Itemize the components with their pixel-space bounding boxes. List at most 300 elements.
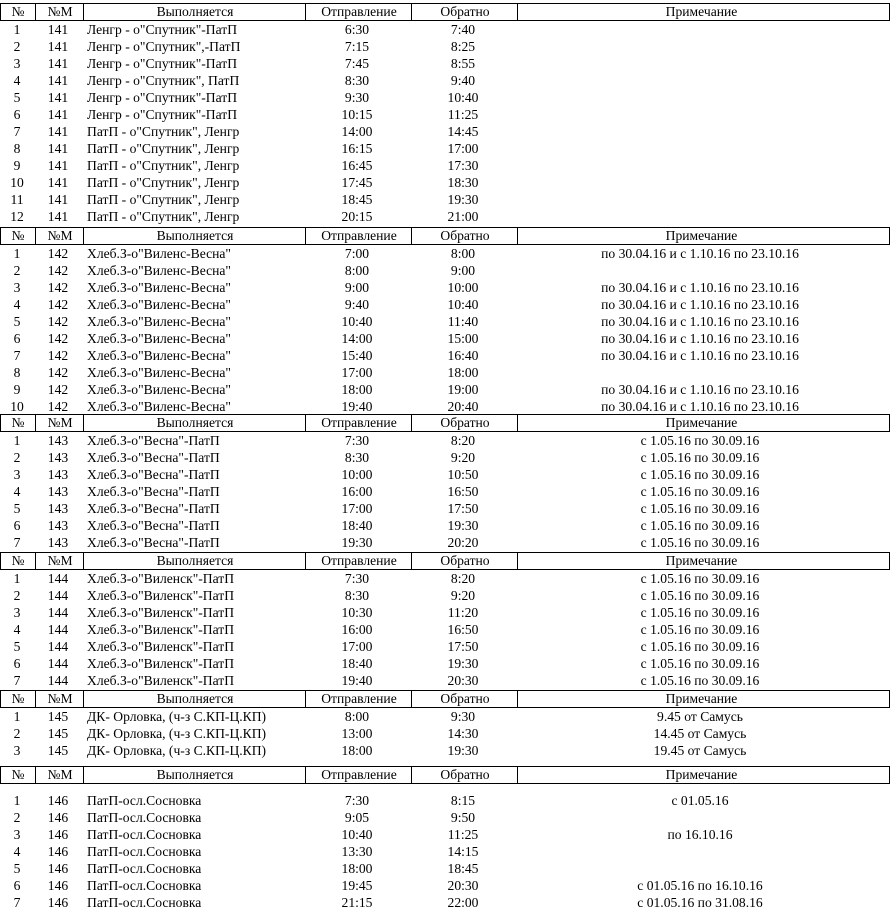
cell-num: 7 <box>13 535 21 550</box>
cell-departure: 6:30 <box>344 22 370 37</box>
table-header <box>0 3 890 21</box>
cell-num: 6 <box>13 107 21 122</box>
cell-return: 9:00 <box>450 263 476 278</box>
cell-num: 4 <box>13 622 21 637</box>
cell-run: Хлеб.З-о"Весна"-ПатП <box>87 450 220 465</box>
cell-note: 14.45 от Самусь <box>653 726 747 741</box>
cell-num: 1 <box>13 246 21 261</box>
cell-num: 1 <box>13 571 21 586</box>
header-route: №М <box>35 228 84 244</box>
cell-num: 7 <box>13 124 21 139</box>
table-row <box>0 877 890 894</box>
header-departure: Отправление <box>305 767 412 783</box>
cell-route: 143 <box>47 433 69 448</box>
cell-num: 2 <box>13 39 21 54</box>
cell-num: 7 <box>13 348 21 363</box>
cell-note: по 30.04.16 и с 1.10.16 по 23.10.16 <box>601 280 799 295</box>
cell-run: Хлеб.З-о"Виленс-Весна" <box>87 382 231 397</box>
cell-num: 3 <box>13 467 21 482</box>
cell-run: ДК- Орловка, (ч-з С.КП-Ц.КП) <box>87 743 267 758</box>
cell-run: Хлеб.З-о"Виленск"-ПатП <box>87 639 235 654</box>
cell-route: 143 <box>47 484 69 499</box>
cell-return: 10:40 <box>447 297 479 312</box>
table-row <box>0 432 890 449</box>
table-row <box>0 655 890 672</box>
table-row <box>0 262 890 279</box>
table-row <box>0 587 890 604</box>
cell-departure: 15:40 <box>341 348 373 363</box>
table-row <box>0 449 890 466</box>
cell-return: 14:45 <box>447 124 479 139</box>
cell-run: ПатП-осл.Сосновка <box>87 861 202 876</box>
cell-run: Хлеб.З-о"Виленск"-ПатП <box>87 588 235 603</box>
header-num: № <box>11 4 25 19</box>
cell-return: 16:50 <box>447 622 479 637</box>
cell-route: 143 <box>47 518 69 533</box>
cell-return: 8:25 <box>450 39 476 54</box>
cell-return: 11:25 <box>447 107 479 122</box>
cell-route: 144 <box>47 622 69 637</box>
cell-route: 141 <box>47 209 69 224</box>
cell-route: 144 <box>47 588 69 603</box>
cell-note: с 1.05.16 по 30.09.16 <box>640 450 760 465</box>
cell-route: 141 <box>47 56 69 71</box>
cell-departure: 8:00 <box>344 709 370 724</box>
cell-return: 20:30 <box>447 878 479 893</box>
cell-departure: 10:40 <box>341 827 373 842</box>
cell-return: 17:30 <box>447 158 479 173</box>
cell-num: 2 <box>13 810 21 825</box>
cell-return: 19:30 <box>447 743 479 758</box>
header-note: Примечание <box>517 415 885 431</box>
cell-note: с 1.05.16 по 30.09.16 <box>640 622 760 637</box>
cell-run: Ленгр - о"Спутник",-ПатП <box>87 39 241 54</box>
table-row <box>0 313 890 330</box>
cell-route: 144 <box>47 639 69 654</box>
cell-num: 7 <box>13 673 21 688</box>
table-row <box>0 860 890 877</box>
cell-route: 141 <box>47 22 69 37</box>
cell-departure: 20:15 <box>341 209 373 224</box>
table-header <box>0 414 890 432</box>
cell-run: Хлеб.З-о"Виленс-Весна" <box>87 280 231 295</box>
header-run: Выполняется <box>83 691 306 707</box>
cell-route: 146 <box>47 844 69 859</box>
cell-note: с 1.05.16 по 30.09.16 <box>640 467 760 482</box>
header-return: Обратно <box>411 553 518 569</box>
cell-note: 9.45 от Самусь <box>657 709 743 724</box>
cell-return: 8:20 <box>450 571 476 586</box>
header-run: Выполняется <box>83 415 306 431</box>
cell-route: 144 <box>47 656 69 671</box>
cell-return: 19:30 <box>447 656 479 671</box>
table-row <box>0 725 890 742</box>
table-row <box>0 517 890 534</box>
cell-return: 9:20 <box>450 588 476 603</box>
cell-departure: 17:00 <box>341 365 373 380</box>
cell-run: Хлеб.З-о"Виленск"-ПатП <box>87 571 235 586</box>
cell-note: по 16.10.16 <box>667 827 733 842</box>
table-row <box>0 364 890 381</box>
cell-note: с 1.05.16 по 30.09.16 <box>640 571 760 586</box>
cell-note: с 1.05.16 по 30.09.16 <box>640 433 760 448</box>
cell-run: ПатП - о"Спутник", Ленгр <box>87 141 240 156</box>
cell-route: 142 <box>47 280 69 295</box>
cell-departure: 14:00 <box>341 331 373 346</box>
cell-route: 146 <box>47 793 69 808</box>
cell-return: 11:20 <box>447 605 479 620</box>
cell-departure: 19:45 <box>341 878 373 893</box>
cell-num: 6 <box>13 878 21 893</box>
cell-route: 143 <box>47 450 69 465</box>
cell-note: с 1.05.16 по 30.09.16 <box>640 518 760 533</box>
cell-num: 1 <box>13 709 21 724</box>
cell-run: Хлеб.З-о"Весна"-ПатП <box>87 484 220 499</box>
cell-route: 146 <box>47 827 69 842</box>
cell-departure: 14:00 <box>341 124 373 139</box>
cell-return: 8:15 <box>450 793 476 808</box>
header-num: № <box>11 228 25 243</box>
cell-run: Хлеб.З-о"Виленс-Весна" <box>87 365 231 380</box>
table-row <box>0 38 890 55</box>
cell-departure: 8:30 <box>344 588 370 603</box>
cell-return: 9:40 <box>450 73 476 88</box>
cell-return: 19:30 <box>447 518 479 533</box>
cell-num: 9 <box>13 158 21 173</box>
cell-departure: 16:45 <box>341 158 373 173</box>
cell-departure: 9:40 <box>344 297 370 312</box>
cell-departure: 7:30 <box>344 433 370 448</box>
header-departure: Отправление <box>305 228 412 244</box>
cell-num: 5 <box>13 861 21 876</box>
cell-departure: 10:00 <box>341 467 373 482</box>
cell-return: 10:50 <box>447 467 479 482</box>
cell-return: 8:00 <box>450 246 476 261</box>
cell-departure: 10:30 <box>341 605 373 620</box>
cell-return: 14:15 <box>447 844 479 859</box>
cell-run: ПатП - о"Спутник", Ленгр <box>87 124 240 139</box>
cell-route: 145 <box>47 743 69 758</box>
route-table <box>0 3 890 225</box>
cell-route: 141 <box>47 90 69 105</box>
cell-num: 5 <box>13 639 21 654</box>
cell-run: ПатП - о"Спутник", Ленгр <box>87 175 240 190</box>
cell-run: Хлеб.З-о"Весна"-ПатП <box>87 535 220 550</box>
cell-route: 141 <box>47 73 69 88</box>
header-num: № <box>11 553 25 568</box>
cell-note: с 1.05.16 по 30.09.16 <box>640 639 760 654</box>
cell-departure: 17:00 <box>341 639 373 654</box>
cell-departure: 7:15 <box>344 39 370 54</box>
cell-return: 15:00 <box>447 331 479 346</box>
table-row <box>0 296 890 313</box>
table-row <box>0 157 890 174</box>
header-run: Выполняется <box>83 553 306 569</box>
header-return: Обратно <box>411 767 518 783</box>
cell-num: 8 <box>13 141 21 156</box>
cell-departure: 7:45 <box>344 56 370 71</box>
cell-route: 145 <box>47 709 69 724</box>
cell-run: ПатП-осл.Сосновка <box>87 844 202 859</box>
cell-run: Хлеб.З-о"Виленск"-ПатП <box>87 622 235 637</box>
table-row <box>0 21 890 38</box>
cell-run: ПатП-осл.Сосновка <box>87 895 202 910</box>
cell-departure: 18:40 <box>341 518 373 533</box>
header-route: №М <box>35 4 84 20</box>
table-row <box>0 792 890 809</box>
cell-return: 9:20 <box>450 450 476 465</box>
cell-run: Хлеб.З-о"Виленс-Весна" <box>87 348 231 363</box>
cell-num: 12 <box>10 209 24 224</box>
cell-return: 17:50 <box>447 639 479 654</box>
cell-num: 2 <box>13 726 21 741</box>
cell-num: 4 <box>13 73 21 88</box>
cell-return: 20:40 <box>447 399 479 414</box>
cell-num: 5 <box>13 501 21 516</box>
cell-route: 142 <box>47 297 69 312</box>
cell-route: 142 <box>47 399 69 414</box>
cell-note: по 30.04.16 и с 1.10.16 по 23.10.16 <box>601 331 799 346</box>
cell-route: 144 <box>47 673 69 688</box>
cell-run: ДК- Орловка, (ч-з С.КП-Ц.КП) <box>87 709 267 724</box>
cell-return: 16:40 <box>447 348 479 363</box>
header-return: Обратно <box>411 691 518 707</box>
cell-run: Ленгр - о"Спутник"-ПатП <box>87 22 238 37</box>
cell-route: 146 <box>47 810 69 825</box>
cell-run: Ленгр - о"Спутник"-ПатП <box>87 90 238 105</box>
table-row <box>0 72 890 89</box>
cell-note: по 30.04.16 и с 1.10.16 по 23.10.16 <box>601 246 799 261</box>
header-departure: Отправление <box>305 4 412 20</box>
route-table <box>0 227 890 415</box>
header-num: № <box>11 415 25 430</box>
table-row <box>0 894 890 911</box>
cell-run: Хлеб.З-о"Весна"-ПатП <box>87 518 220 533</box>
cell-num: 2 <box>13 263 21 278</box>
cell-departure: 16:15 <box>341 141 373 156</box>
cell-run: Хлеб.З-о"Виленск"-ПатП <box>87 605 235 620</box>
cell-note: с 1.05.16 по 30.09.16 <box>640 656 760 671</box>
cell-return: 19:30 <box>447 192 479 207</box>
table-row <box>0 621 890 638</box>
table-row <box>0 245 890 262</box>
cell-run: ПатП - о"Спутник", Ленгр <box>87 209 240 224</box>
table-row <box>0 191 890 208</box>
cell-departure: 13:30 <box>341 844 373 859</box>
cell-note: с 1.05.16 по 30.09.16 <box>640 588 760 603</box>
cell-route: 142 <box>47 348 69 363</box>
cell-return: 22:00 <box>447 895 479 910</box>
cell-departure: 7:30 <box>344 793 370 808</box>
cell-num: 9 <box>13 382 21 397</box>
cell-departure: 18:00 <box>341 743 373 758</box>
cell-return: 11:40 <box>447 314 479 329</box>
route-table <box>0 690 890 759</box>
cell-return: 8:20 <box>450 433 476 448</box>
cell-route: 143 <box>47 501 69 516</box>
cell-route: 141 <box>47 175 69 190</box>
cell-run: Ленгр - о"Спутник"-ПатП <box>87 56 238 71</box>
cell-departure: 7:00 <box>344 246 370 261</box>
cell-num: 2 <box>13 588 21 603</box>
cell-departure: 17:45 <box>341 175 373 190</box>
cell-route: 144 <box>47 605 69 620</box>
cell-departure: 10:15 <box>341 107 373 122</box>
cell-num: 3 <box>13 56 21 71</box>
cell-run: ПатП-осл.Сосновка <box>87 810 202 825</box>
cell-route: 142 <box>47 331 69 346</box>
header-return: Обратно <box>411 415 518 431</box>
cell-note: по 30.04.16 и с 1.10.16 по 23.10.16 <box>601 297 799 312</box>
table-header <box>0 227 890 245</box>
cell-num: 6 <box>13 331 21 346</box>
cell-departure: 17:00 <box>341 501 373 516</box>
cell-route: 143 <box>47 535 69 550</box>
cell-return: 10:40 <box>447 90 479 105</box>
cell-note: с 1.05.16 по 30.09.16 <box>640 605 760 620</box>
cell-departure: 8:00 <box>344 263 370 278</box>
cell-route: 146 <box>47 861 69 876</box>
header-num: № <box>11 767 25 782</box>
cell-num: 4 <box>13 844 21 859</box>
header-departure: Отправление <box>305 415 412 431</box>
cell-return: 9:30 <box>450 709 476 724</box>
table-row <box>0 826 890 843</box>
cell-return: 14:30 <box>447 726 479 741</box>
cell-return: 9:50 <box>450 810 476 825</box>
cell-departure: 9:00 <box>344 280 370 295</box>
cell-num: 1 <box>13 793 21 808</box>
cell-return: 20:30 <box>447 673 479 688</box>
table-row <box>0 534 890 551</box>
cell-num: 1 <box>13 22 21 37</box>
cell-return: 10:00 <box>447 280 479 295</box>
cell-return: 21:00 <box>447 209 479 224</box>
header-return: Обратно <box>411 4 518 20</box>
cell-run: ПатП-осл.Сосновка <box>87 827 202 842</box>
cell-departure: 18:40 <box>341 656 373 671</box>
header-run: Выполняется <box>83 767 306 783</box>
cell-run: Хлеб.З-о"Виленск"-ПатП <box>87 673 235 688</box>
cell-note: с 1.05.16 по 30.09.16 <box>640 484 760 499</box>
cell-run: Хлеб.З-о"Виленс-Весна" <box>87 331 231 346</box>
cell-run: Хлеб.З-о"Весна"-ПатП <box>87 433 220 448</box>
table-row <box>0 89 890 106</box>
cell-departure: 19:30 <box>341 535 373 550</box>
cell-route: 141 <box>47 124 69 139</box>
cell-run: Хлеб.З-о"Виленс-Весна" <box>87 297 231 312</box>
cell-note: по 30.04.16 и с 1.10.16 по 23.10.16 <box>601 382 799 397</box>
table-row <box>0 708 890 725</box>
cell-return: 8:55 <box>450 56 476 71</box>
cell-departure: 8:30 <box>344 73 370 88</box>
cell-departure: 19:40 <box>341 673 373 688</box>
cell-departure: 18:00 <box>341 861 373 876</box>
cell-run: Хлеб.З-о"Весна"-ПатП <box>87 467 220 482</box>
table-row <box>0 140 890 157</box>
header-route: №М <box>35 553 84 569</box>
table-row <box>0 398 890 415</box>
cell-num: 11 <box>10 192 24 207</box>
cell-route: 142 <box>47 314 69 329</box>
cell-run: Хлеб.З-о"Виленс-Весна" <box>87 246 231 261</box>
cell-num: 3 <box>13 743 21 758</box>
cell-departure: 9:05 <box>344 810 370 825</box>
cell-run: Хлеб.З-о"Виленск"-ПатП <box>87 656 235 671</box>
cell-run: ПатП - о"Спутник", Ленгр <box>87 158 240 173</box>
header-departure: Отправление <box>305 691 412 707</box>
cell-route: 146 <box>47 895 69 910</box>
cell-route: 143 <box>47 467 69 482</box>
cell-run: ПатП - о"Спутник", Ленгр <box>87 192 240 207</box>
cell-note: по 30.04.16 и с 1.10.16 по 23.10.16 <box>601 314 799 329</box>
cell-route: 142 <box>47 263 69 278</box>
cell-run: ПатП-осл.Сосновка <box>87 793 202 808</box>
header-note: Примечание <box>517 228 885 244</box>
table-row <box>0 466 890 483</box>
cell-note: с 01.05.16 <box>671 793 729 808</box>
table-row <box>0 570 890 587</box>
cell-departure: 7:30 <box>344 571 370 586</box>
table-row <box>0 279 890 296</box>
table-header <box>0 766 890 784</box>
header-note: Примечание <box>517 691 885 707</box>
table-row <box>0 742 890 759</box>
cell-route: 141 <box>47 107 69 122</box>
cell-run: ДК- Орловка, (ч-з С.КП-Ц.КП) <box>87 726 267 741</box>
table-row <box>0 604 890 621</box>
cell-num: 7 <box>13 895 21 910</box>
cell-run: Ленгр - о"Спутник", ПатП <box>87 73 240 88</box>
cell-num: 1 <box>13 433 21 448</box>
table-header <box>0 552 890 570</box>
cell-departure: 19:40 <box>341 399 373 414</box>
cell-route: 141 <box>47 39 69 54</box>
cell-num: 4 <box>13 484 21 499</box>
header-return: Обратно <box>411 228 518 244</box>
cell-return: 18:30 <box>447 175 479 190</box>
cell-note: 19.45 от Самусь <box>653 743 747 758</box>
cell-note: с 1.05.16 по 30.09.16 <box>640 501 760 516</box>
cell-run: Хлеб.З-о"Виленс-Весна" <box>87 263 231 278</box>
cell-run: Хлеб.З-о"Весна"-ПатП <box>87 501 220 516</box>
cell-num: 4 <box>13 297 21 312</box>
cell-departure: 21:15 <box>341 895 373 910</box>
cell-route: 141 <box>47 158 69 173</box>
cell-return: 19:00 <box>447 382 479 397</box>
table-row <box>0 55 890 72</box>
table-row <box>0 381 890 398</box>
cell-departure: 16:00 <box>341 622 373 637</box>
header-num: № <box>11 691 25 706</box>
table-row <box>0 174 890 191</box>
cell-return: 16:50 <box>447 484 479 499</box>
cell-return: 18:00 <box>447 365 479 380</box>
cell-return: 20:20 <box>447 535 479 550</box>
table-row <box>0 123 890 140</box>
cell-return: 17:50 <box>447 501 479 516</box>
cell-run: Хлеб.З-о"Виленс-Весна" <box>87 314 231 329</box>
cell-num: 8 <box>13 365 21 380</box>
table-row <box>0 500 890 517</box>
route-table <box>0 766 890 911</box>
cell-note: по 30.04.16 и с 1.10.16 по 23.10.16 <box>601 348 799 363</box>
cell-run: ПатП-осл.Сосновка <box>87 878 202 893</box>
cell-num: 5 <box>13 90 21 105</box>
route-table <box>0 552 890 689</box>
table-row <box>0 809 890 826</box>
cell-route: 142 <box>47 365 69 380</box>
